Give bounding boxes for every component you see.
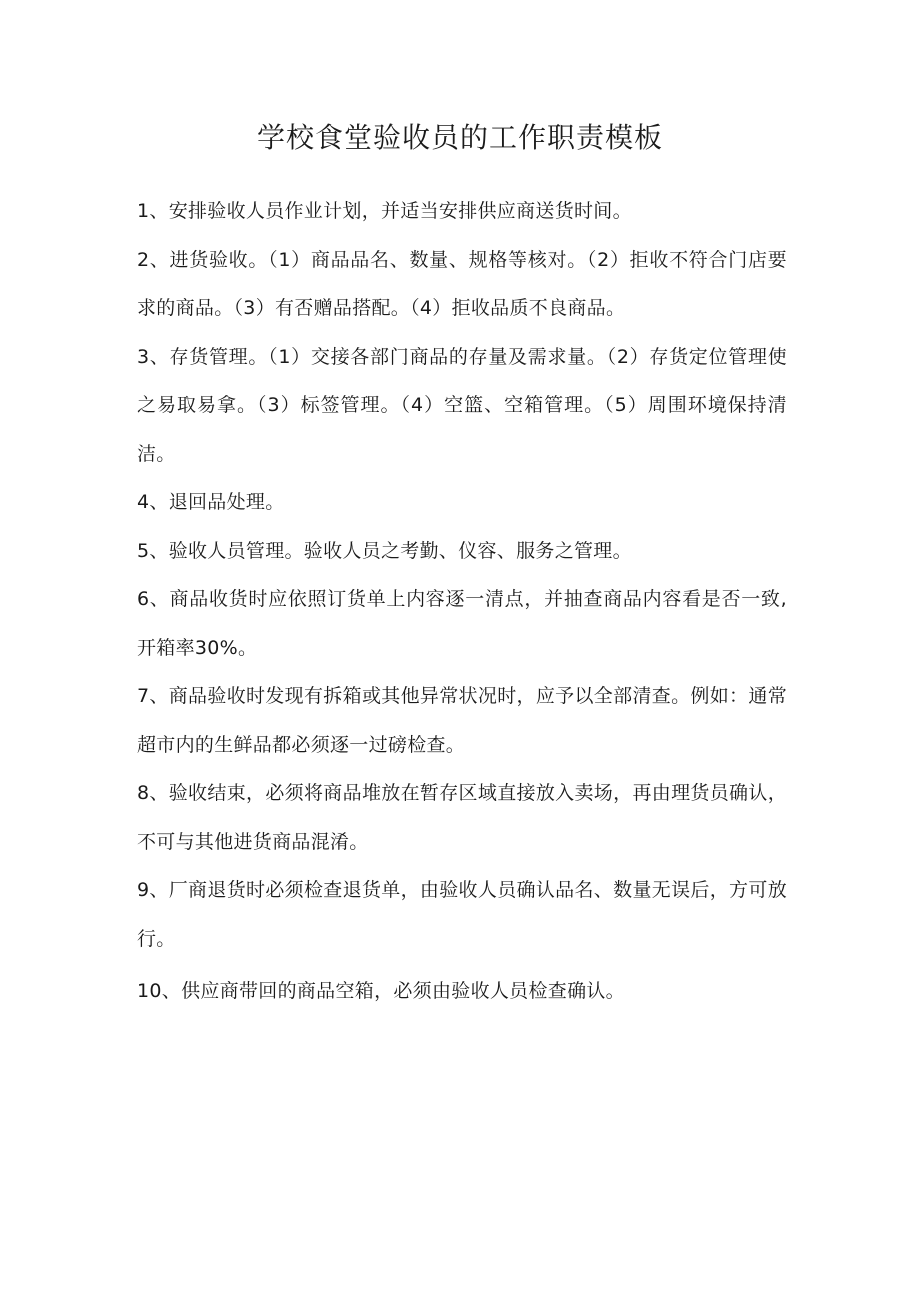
list-item: 1、安排验收人员作业计划，并适当安排供应商送货时间。 xyxy=(137,200,632,222)
list-item: 6、商品收货时应依照订货单上内容逐一清点，并抽查商品内容看是否一致, 开箱率30%。 xyxy=(137,588,787,659)
document-body xyxy=(137,187,787,1016)
list-item: 9、厂商退货时必须检查退货单，由验收人员确认品名、数量无误后，方可放行。 xyxy=(137,879,787,950)
document-title: 学校食堂验收员的工作职责模板 xyxy=(256,121,663,154)
list-item: 3、存货管理。（1）交接各部门商品的存量及需求量。（2）存货定位管理使之易取易拿。（3）标签管理。（4）空篮、空箱管理。（5）周围环境保持清洁。 xyxy=(137,345,787,465)
list-item: 10、供应商带回的商品空箱，必须由验收人员检查确认。 xyxy=(137,980,625,1002)
list-item: 2、进货验收。（1）商品品名、数量、规格等核对。（2）拒收不符合门店要求的商品。（3）有否赠品搭配。（4）拒收品质不良商品。 xyxy=(137,248,787,319)
list-item: 8、验收结束，必须将商品堆放在暂存区域直接放入卖场，再由理货员确认，不可与其他进货商品混淆。 xyxy=(137,782,787,853)
list-item: 7、商品验收时发现有拆箱或其他异常状况时，应予以全部清查。例如：通常超市内的生鲜品都必须逐一过磅检查。 xyxy=(137,685,787,756)
list-item: 4、退回品处理。 xyxy=(137,491,285,513)
list-item: 5、验收人员管理。验收人员之考勤、仪容、服务之管理。 xyxy=(137,539,632,562)
